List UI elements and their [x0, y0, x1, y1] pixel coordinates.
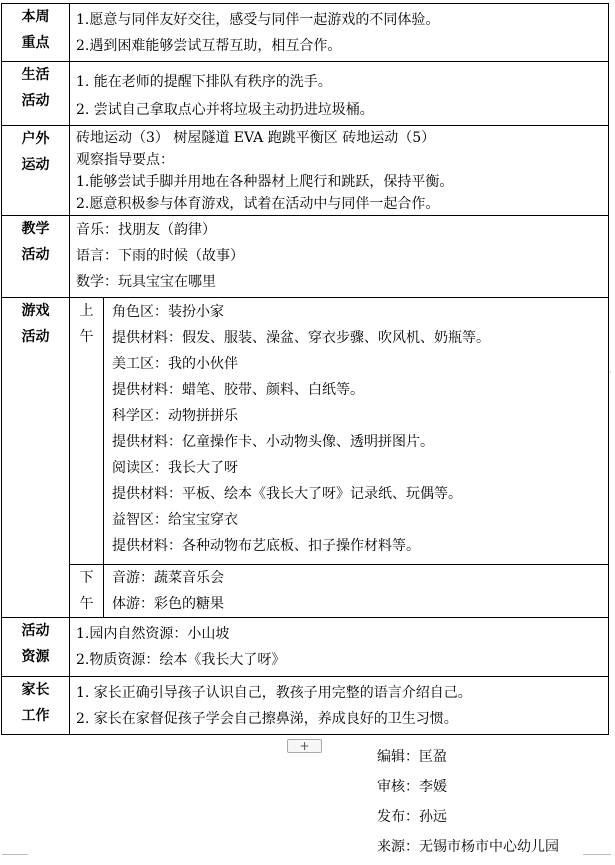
life-activity-line: 2. 尝试自己拿取点心并将垃圾主动扔进垃圾桶。: [76, 102, 374, 118]
parent-work-line: 1. 家长正确引导孩子认识自己，教孩子用完整的语言介绍自己。: [76, 685, 472, 701]
outdoor-sports-content: [70, 126, 609, 216]
game-afternoon-line: 体游：彩色的糖果: [112, 596, 224, 612]
game-afternoon-line: 音游：蔬菜音乐会: [112, 570, 224, 586]
page-corner-mark: [583, 854, 611, 865]
outdoor-sports-line: 观察指导要点：: [76, 152, 174, 168]
add-row-button[interactable]: +: [287, 739, 322, 753]
row-life-activity: [2, 62, 609, 126]
activity-resources-line: 1.园内自然资源：小山坡: [76, 626, 230, 642]
game-afternoon-content: [104, 565, 609, 618]
credit-source: 来源：无锡市杨市中心幼儿园: [377, 839, 559, 855]
teaching-activity-line: 数学：玩具宝宝在哪里: [76, 274, 216, 290]
teaching-activity-line: 音乐：找朋友（韵律）: [76, 222, 216, 238]
game-morning-line: 益智区：给宝宝穿衣: [112, 512, 238, 528]
row-teaching-activity: [2, 216, 609, 298]
game-morning-line: 提供材料：平板、绘本《我长大了呀》记录纸、玩偶等。: [112, 486, 462, 502]
row-game-morning: [2, 298, 609, 565]
credit-reviewer: 审核：李媛: [377, 779, 447, 795]
teaching-activity-content: [70, 216, 609, 298]
sub-label-morning: 上 午: [70, 298, 104, 565]
weekly-focus-line: 1.愿意与同伴友好交往，感受与同伴一起游戏的不同体验。: [76, 12, 440, 28]
row-outdoor-sports: [2, 126, 609, 216]
teaching-activity-line: 语言：下雨的时候（故事）: [76, 248, 244, 264]
row-label-activity-resources: 活动 资源: [2, 618, 70, 677]
row-activity-resources: [2, 618, 609, 677]
parent-work-content: [70, 677, 609, 735]
game-morning-line: 提供材料：假发、服装、澡盆、穿衣步骤、吹风机、奶瓶等。: [112, 330, 490, 346]
row-label-outdoor-sports: 户外 运动: [2, 126, 70, 216]
row-label-weekly-focus: 本周 重点: [2, 4, 70, 62]
weekly-focus-line: 2.遇到困难能够尝试互帮互助，相互合作。: [76, 38, 342, 54]
row-label-teaching-activity: 教学 活动: [2, 216, 70, 298]
credit-publisher: 发布：孙远: [377, 809, 447, 825]
weekly-focus-content: [70, 4, 609, 62]
credits-block: [377, 742, 559, 862]
row-label-parent-work: 家长 工作: [2, 677, 70, 735]
outdoor-sports-line: 2.愿意积极参与体育游戏，试着在活动中与同伴一起合作。: [76, 196, 440, 212]
row-label-life-activity: 生活 活动: [2, 62, 70, 126]
game-morning-content: [104, 298, 609, 565]
parent-work-line: 2. 家长在家督促孩子学会自己擦鼻涕，养成良好的卫生习惯。: [76, 711, 458, 727]
game-morning-line: 提供材料：各种动物布艺底板、扣子操作材料等。: [112, 538, 420, 554]
game-morning-line: 科学区：动物拼拼乐: [112, 408, 238, 424]
activity-resources-line: 2.物质资源：绘本《我长大了呀》: [76, 652, 286, 668]
row-weekly-focus: [2, 4, 609, 62]
life-activity-content: [70, 62, 609, 126]
credit-editor: 编辑：匡盈: [377, 749, 447, 765]
activity-resources-content: [70, 618, 609, 677]
game-morning-line: 提供材料：蜡笔、胶带、颜料、白纸等。: [112, 382, 364, 398]
life-activity-line: 1. 能在老师的提醒下排队有秩序的洗手。: [76, 74, 332, 90]
game-morning-line: 角色区：装扮小家: [112, 304, 224, 320]
weekly-plan-table: [1, 3, 609, 735]
game-morning-line: 提供材料：亿童操作卡、小动物头像、透明拼图片。: [112, 434, 434, 450]
outdoor-sports-line: 砖地运动（3） 树屋隧道 EVA 跑跳平衡区 砖地运动（5）: [76, 130, 436, 146]
game-morning-line: 阅读区：我长大了呀: [112, 460, 238, 476]
sub-label-afternoon: 下 午: [70, 565, 104, 618]
row-parent-work: [2, 677, 609, 735]
row-game-afternoon: [2, 565, 609, 618]
outdoor-sports-line: 1.能够尝试手脚并用地在各种器材上爬行和跳跃，保持平衡。: [76, 174, 454, 190]
game-morning-line: 美工区：我的小伙伴: [112, 356, 238, 372]
page-corner-mark: [2, 854, 28, 865]
row-label-game-activity: 游戏 活动: [2, 298, 70, 618]
side-marker-icon: ·: [609, 368, 612, 377]
